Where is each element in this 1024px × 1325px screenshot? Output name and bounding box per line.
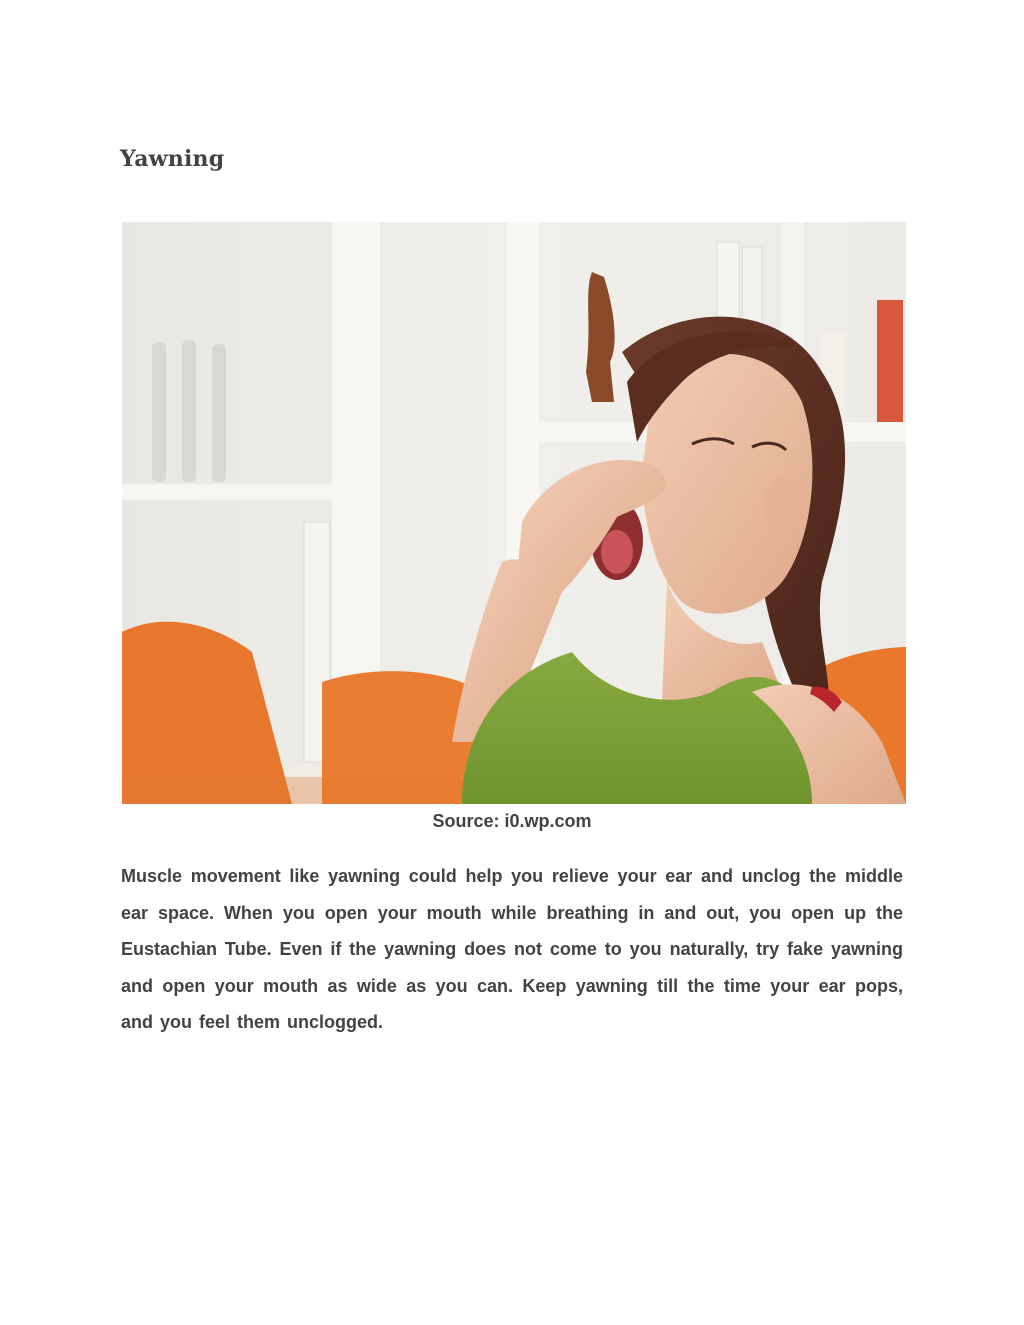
image-caption: Source: i0.wp.com [432,811,592,831]
body-paragraph: Muscle movement like yawning could help you relieve your ear and unclog the middle ear space. When you open your mouth while breathing in and out, you open up the Eustachian Tube. Even if the yawning does not come to you naturally, try fake yawning and open your mouth as wide as you can. Keep yawning till the time your ear pops, and you feel them unclogged. [121,866,903,1032]
section-heading: Yawning [120,146,225,172]
yawning-woman-photo [122,222,906,804]
